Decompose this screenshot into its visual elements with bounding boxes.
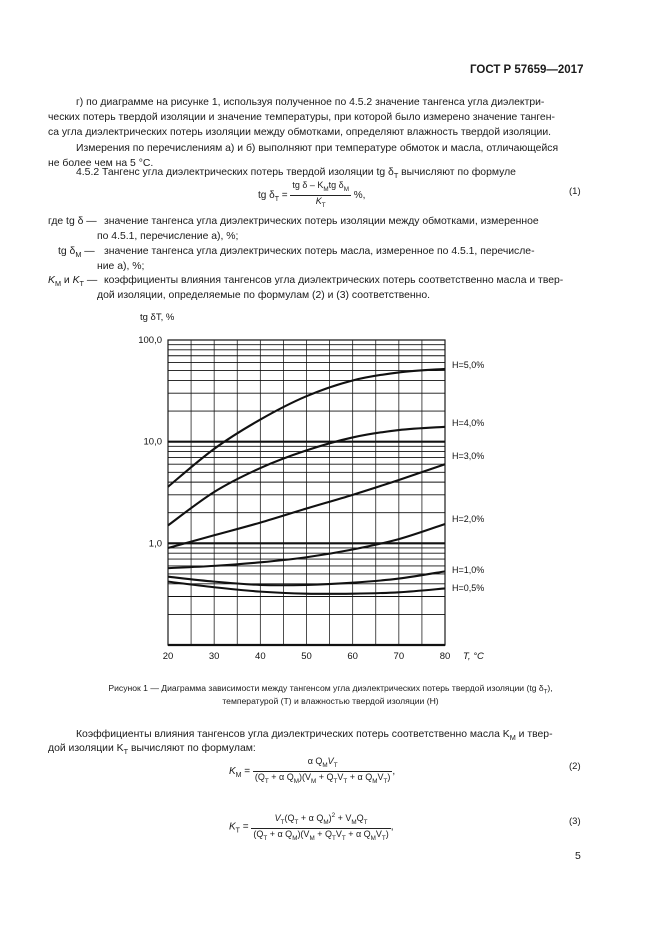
formula-3: $K_Т$ = $\frac{V_Т(Q_Т + \alpha Q_М)^2 + V_МQ_Т}{(Q_Т + \alpha Q_М)(V_М + Q_ТV_Т + \alpha Q_МV_Т)}$ , xyxy=(229,812,394,842)
y-axis-label: tg δТ, % xyxy=(140,312,175,323)
coefficients-line2: дой изоляции $K_Т$ вычисляют по формулам: xyxy=(48,743,256,757)
x-tick-label: 50 xyxy=(301,651,312,662)
document-header: ГОСТ Р 57659—2017 xyxy=(470,64,584,76)
definition-2-term: tg $\delta_М$ — xyxy=(58,246,95,260)
y-tick-label: 1,0 xyxy=(148,538,162,550)
x-tick-label: 60 xyxy=(347,651,358,662)
section-g-line2: ческих потерь твердой изоляции и значение температуры, при которой было измерено значение танген- xyxy=(48,112,555,123)
formula-1-fraction: $\frac{tg \delta - K_Мtg \delta_М}{K_Т}$ xyxy=(292,180,349,209)
x-axis-label: T, °C xyxy=(463,651,484,662)
formula-1-number: (1) xyxy=(569,186,581,197)
series-label: H=3,0% xyxy=(452,451,485,461)
section-452-text: 4.5.2 Тангенс угла диэлектрических потерь твердой изоляции tg δ xyxy=(76,167,394,178)
formula-3-number: (3) xyxy=(569,816,581,827)
definition-2-line2: ние а), %; xyxy=(97,261,145,272)
x-tick-label: 30 xyxy=(208,651,220,662)
formula-2: $K_М$ = $\frac{\alpha Q_МV_Т}{(Q_Т + \alpha Q_М)(V_М + Q_ТV_Т + \alpha Q_МV_Т)}$ , xyxy=(229,756,396,785)
series-label: H=1,0% xyxy=(452,565,485,575)
measurements-line1: Измерения по перечислениям а) и б) выполняют при температуре обмоток и масла, отличающейся xyxy=(76,143,559,154)
humidity-chart xyxy=(0,300,661,670)
y-tick-label: 100,0 xyxy=(138,335,162,346)
x-tick-label: 20 xyxy=(162,651,174,662)
series-label: H=2,0% xyxy=(452,514,485,524)
x-tick-label: 70 xyxy=(393,651,405,662)
section-452-tail: вычисляют по формуле xyxy=(398,167,516,178)
definition-1-line1: значение тангенса угла диэлектрических потерь изоляции между обмотками, измеренное xyxy=(104,216,539,227)
definition-1-line2: по 4.5.1, перечисление а), %; xyxy=(97,231,239,242)
formula-2-fraction: $\frac{\alpha Q_МV_Т}{(Q_Т + \alpha Q_М)(V_М + Q_ТV_Т + \alpha Q_МV_Т)}$ xyxy=(254,756,391,785)
formula-3-fraction: $\frac{V_Т(Q_Т + \alpha Q_М)^2 + V_МQ_Т}{(Q_Т + \alpha Q_М)(V_М + Q_ТV_Т + \alpha Q_МV_Т)}$ xyxy=(253,812,389,842)
definition-2-line1: значение тангенса угла диэлектрических потерь масла, измеренное по 4.5.1, перечисле- xyxy=(104,246,535,257)
figure-caption-line1: Рисунок 1 — Диаграмма зависимости между тангенсом угла диэлектрических потерь твердой изоляции (tg $\delta_Т$), xyxy=(108,683,553,696)
formula-2-number: (2) xyxy=(569,761,581,772)
definition-3-term: $K_М$ и $K_Т$ — xyxy=(48,275,98,289)
x-tick-label: 40 xyxy=(255,651,266,662)
definition-3-line1: коэффициенты влияния тангенсов угла диэлектрических потерь соответственно масла и твер- xyxy=(104,275,564,286)
definition-1-term: где tg δ — xyxy=(48,216,97,227)
y-tick-label: 10,0 xyxy=(143,436,162,448)
series-label: H=0,5% xyxy=(452,583,485,593)
series-label: H=4,0% xyxy=(452,418,485,428)
definition-3-line2: дой изоляции, определяемые по формулам (2) и (3) соответственно. xyxy=(97,290,431,301)
measurements-line2: не более чем на 5 °С. xyxy=(48,158,154,169)
formula-1-lhs: tg $\delta_Т$ = xyxy=(258,189,288,203)
series-label: H=5,0% xyxy=(452,360,485,370)
page-number: 5 xyxy=(575,850,581,862)
section-g-line3: са угла диэлектрических потерь изоляции между обмотками, определяют влажность твердой изоляции. xyxy=(48,127,552,138)
formula-1 xyxy=(258,180,365,211)
x-tick-label: 80 xyxy=(439,651,451,662)
section-g-line1: г) по диаграмме на рисунке 1, используя полученное по 4.5.2 значение тангенса угла диэлектри- xyxy=(76,97,545,108)
formula-1-tail: %, xyxy=(350,189,366,201)
section-452-sub: Т xyxy=(393,171,399,181)
coefficients-line1: Коэффициенты влияния тангенсов угла диэлектрических потерь соответственно масла $K_М$ и твер- xyxy=(76,729,553,743)
figure-caption-line2: температурой (T) и влажностью твердой изоляции (H) xyxy=(222,696,439,706)
